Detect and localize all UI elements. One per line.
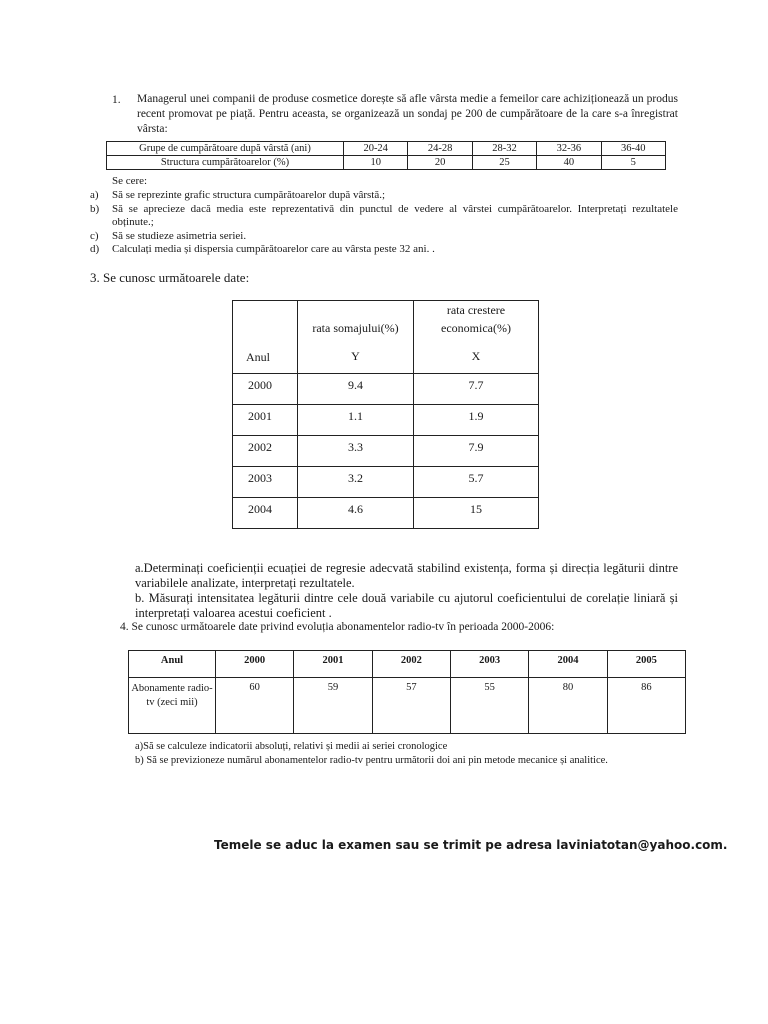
- structure-cell: 25: [472, 156, 536, 170]
- table-row: [233, 374, 539, 405]
- y-cell: 4.6: [298, 498, 414, 529]
- task-text: Să se aprecieze dacă media este reprezentativă din punctul de vedere al vârstei cumpărătoarelor. Interpretați rezultatele obținute.;: [112, 202, 678, 228]
- task-text: Să se reprezinte grafic structura cumpărătoarelor după vârstă.;: [112, 189, 386, 201]
- value-cell: 55: [450, 678, 528, 734]
- se-cere-label: Se cere:: [112, 175, 148, 187]
- year-cell: 2000: [233, 374, 298, 405]
- growth-title: rata crestere economica(%): [441, 303, 511, 335]
- unemployment-header: [298, 301, 414, 374]
- structure-cell: 10: [344, 156, 408, 170]
- structure-label: Structura cumpărătoarelor (%): [107, 156, 344, 170]
- problem-1-number: 1.: [112, 94, 121, 106]
- structure-cell: 5: [601, 156, 665, 170]
- age-group-cell: 28-32: [472, 142, 536, 156]
- age-structure-table: [106, 141, 666, 170]
- x-cell: 7.9: [414, 436, 539, 467]
- table-row: [233, 467, 539, 498]
- task-label: b): [90, 202, 100, 215]
- year-header: Anul: [129, 651, 216, 678]
- y-cell: 9.4: [298, 374, 414, 405]
- y-cell: 3.3: [298, 436, 414, 467]
- value-cell: 80: [529, 678, 607, 734]
- problem-4-task-b: b) Să se previzioneze numărul abonamentelor radio-tv pentru următorii doi ani pin metode mecanice și analitice.: [135, 755, 608, 766]
- year-cell: 2004: [233, 498, 298, 529]
- unemployment-growth-table: [232, 300, 539, 529]
- year-header: Anul: [233, 301, 298, 374]
- age-group-cell: 20-24: [344, 142, 408, 156]
- growth-var: X: [471, 349, 481, 363]
- x-cell: 7.7: [414, 374, 539, 405]
- y-cell: 3.2: [298, 467, 414, 498]
- table-row: [233, 436, 539, 467]
- problem-3-task-a: a.Determinați coeficienții ecuației de regresie adecvată stabilind existența, forma și direcția legăturii dintre variabilele analizate, interpretați rezultatele.: [135, 561, 678, 590]
- value-cell: 86: [607, 678, 685, 734]
- x-cell: 15: [414, 498, 539, 529]
- radio-tv-table: [128, 650, 686, 734]
- structure-cell: 20: [408, 156, 472, 170]
- list-item: [90, 243, 678, 257]
- list-item: [90, 189, 678, 203]
- year-cell: 2003: [233, 467, 298, 498]
- table-row: [107, 142, 666, 156]
- age-group-cell: 32-36: [537, 142, 601, 156]
- year-cell: 2002: [233, 436, 298, 467]
- problem-3-task-b: b. Măsurați intensitatea legăturii dintre cele două variabile cu ajutorul coeficientului de corelație liniară și interpretați valoarea acestui coeficient .: [135, 591, 678, 620]
- problem-1-text: Managerul unei companii de produse cosmetice dorește să afle vârsta medie a femeilor care achiziționează un produs recent promovat pe piață. Pentru aceasta, se organizează un sondaj pe 200 de cumpărătoare de la care s-a înregistrat vârsta:: [137, 93, 678, 135]
- task-list: [90, 189, 678, 257]
- age-group-cell: 24-28: [408, 142, 472, 156]
- table-row: [233, 301, 539, 374]
- year-cell: 2003: [450, 651, 528, 678]
- growth-header: [414, 301, 539, 374]
- task-text: Calculați media și dispersia cumpărătoarelor care au vârsta peste 32 ani. .: [112, 243, 435, 255]
- task-label: a): [90, 189, 99, 201]
- x-cell: 1.9: [414, 405, 539, 436]
- table-row: [233, 405, 539, 436]
- task-label: c): [90, 229, 99, 242]
- value-cell: 57: [372, 678, 450, 734]
- unemployment-var: Y: [351, 349, 360, 363]
- unemployment-title: rata somajului(%): [312, 321, 399, 335]
- table-row: [107, 156, 666, 170]
- year-cell: 2005: [607, 651, 685, 678]
- list-item: [90, 230, 678, 244]
- structure-cell: 40: [537, 156, 601, 170]
- task-text: Să se studieze asimetria seriei.: [112, 229, 247, 242]
- x-cell: 5.7: [414, 467, 539, 498]
- table-row: [129, 651, 686, 678]
- list-item: [90, 203, 678, 230]
- age-groups-label: Grupe de cumpărătoare după vârstă (ani): [107, 142, 344, 156]
- age-group-cell: 36-40: [601, 142, 665, 156]
- y-cell: 1.1: [298, 405, 414, 436]
- year-cell: 2001: [294, 651, 372, 678]
- problem-4-heading: 4. Se cunosc următoarele date privind evoluția abonamentelor radio-tv în perioada 2000-2006:: [120, 621, 555, 633]
- problem-3-heading: 3. Se cunosc următoarele date:: [90, 270, 250, 285]
- year-cell: 2004: [529, 651, 607, 678]
- footer-note: Temele se aduc la examen sau se trimit pe adresa laviniatotan@yahoo.com.: [214, 838, 728, 852]
- value-cell: 60: [216, 678, 294, 734]
- task-label: d): [90, 243, 100, 255]
- year-cell: 2002: [372, 651, 450, 678]
- table-row: [129, 678, 686, 734]
- table-row: [233, 498, 539, 529]
- year-cell: 2001: [233, 405, 298, 436]
- year-cell: 2000: [216, 651, 294, 678]
- problem-4-task-a: a)Să se calculeze indicatorii absoluți, relativi și medii ai seriei cronologice: [135, 741, 448, 752]
- value-cell: 59: [294, 678, 372, 734]
- subscriptions-label: Abonamente radio-tv (zeci mii): [129, 678, 216, 734]
